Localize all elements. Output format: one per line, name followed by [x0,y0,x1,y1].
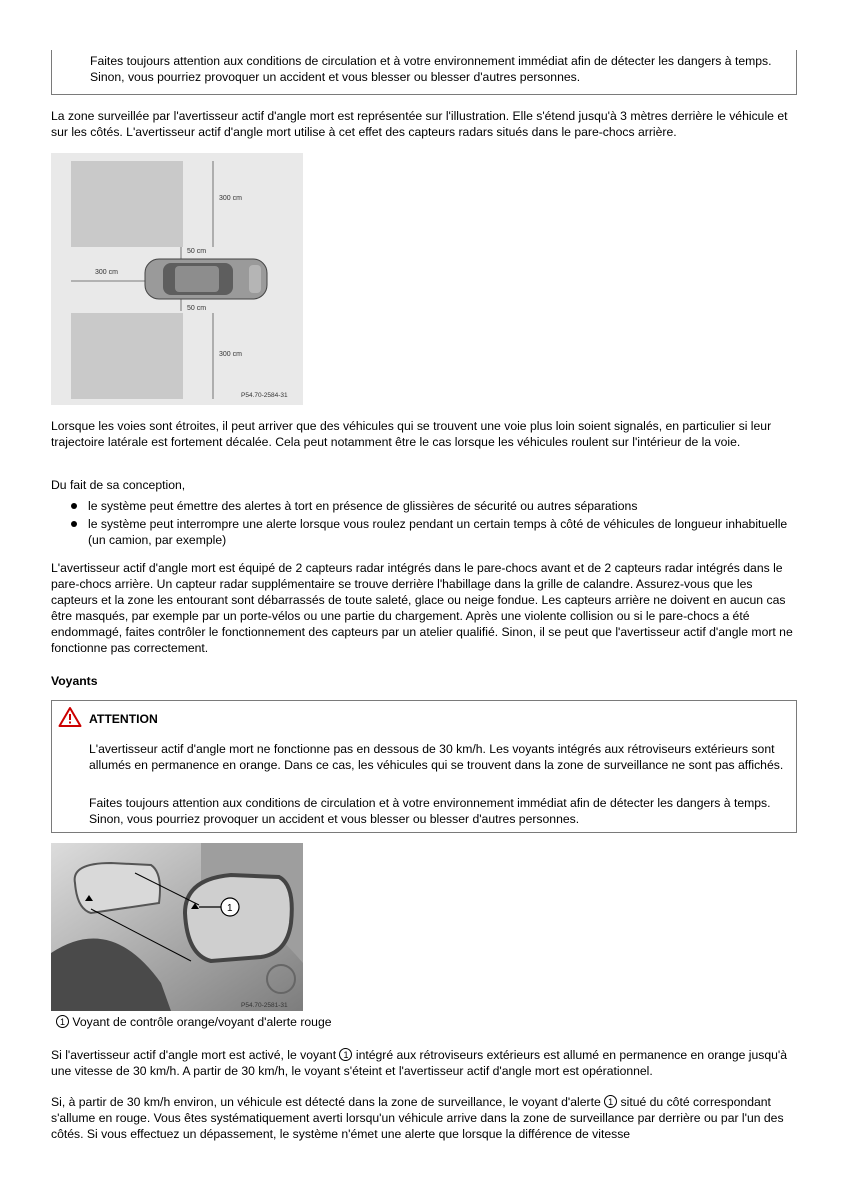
legend-text: Voyant de contrôle orange/voyant d'alerte rouge [72,1015,332,1029]
warning-box-continued [51,50,797,95]
warning-box [51,700,797,833]
label-50-top: 50 cm [187,248,207,255]
warning-triangle-icon [58,706,82,728]
paragraph-active: Si l'avertisseur actif d'angle mort est activé, le voyant 1 intégré aux rétroviseurs extérieurs est allumé en permanence en orange jusqu'à une vitesse de 30 km/h. A partir de 30 km/h, le voyant s'éteint et l'avertisseur actif d'angle mort est opérationnel. [51,1048,788,1078]
left-zone-lower [71,313,183,399]
bullet-icon [71,503,77,509]
legend-number-icon: 1 [56,1015,69,1028]
bullet-list [51,498,797,550]
label-300-left: 300 cm [95,269,118,276]
mirror-small [75,863,160,913]
car-top-view [145,259,267,299]
label-300-right-bottom: 300 cm [219,351,242,358]
callout-number: 1 [227,903,233,914]
mirror-large [185,875,292,961]
figure-legend [56,1014,802,1030]
left-zone-upper [71,161,183,247]
paragraph-narrow-lanes: Lorsque les voies sont étroites, il peut arriver que des véhicules qui se trouvent une voie plus loin soient signalés, en particulier si leur trajectoire latérale est fortement décalée. Cela peut notamment être le cas lorsque les véhicules roulent sur l'intérieur de la voie. [51,419,772,449]
paragraph-design: Du fait de sa conception, [51,478,186,492]
warning-text-2: Faites toujours attention aux conditions de circulation et à votre environnement immédiat afin de détecter les dangers à temps. Sinon, vous pourriez provoquer un accident et vous blesser ou blesser d'autres personnes. [89,796,771,826]
monitored-zone-diagram [51,153,303,405]
list-item: le système peut émettre des alertes à tort en présence de glissières de sécurité ou autres séparations [51,498,797,514]
figure-code: P54.70-2584-31 [241,392,288,399]
label-50-bottom: 50 cm [187,305,207,312]
mirror-indicator-figure [51,843,303,1011]
paragraph-sensors: L'avertisseur actif d'angle mort est équipé de 2 capteurs radar intégrés dans le pare-chocs avant et de 2 capteurs radar intégrés dans le pare-chocs arrière. Un capteur radar supplémentaire se trouve derrière l'habillage dans la grille de calandre. Assurez-vous que les capteurs et la zone les entourant sont débarrassés de toute saleté, glace ou neige fondue. Les capteurs arrière ne doivent en aucun cas être masqués, par exemple par un porte-vélos ou une partie du chargement. Après une violente collision ou si le pare-chocs a été endommagé, faites contrôler le fonctionnement des capteurs par un atelier qualifié. Sinon, il se peut que l'avertisseur actif d'angle mort ne fonctionne pas correctement. [51,561,793,655]
label-300-right-top: 300 cm [219,195,242,202]
warning-title: ATTENTION [89,712,158,726]
paragraph-monitored-zone: La zone surveillée par l'avertisseur actif d'angle mort est représentée sur l'illustration. Elle s'étend jusqu'à 3 mètres derrière le véhicule et sur les côtés. L'avertisseur actif d'angle mort utilise à cet effet des capteurs radars situés dans le pare-chocs arrière. [51,109,788,139]
inline-number-icon: 1 [604,1095,617,1108]
figure2-code: P54.70-2581-31 [241,1002,288,1009]
warning-box-text: Faites toujours attention aux conditions de circulation et à votre environnement immédiat afin de détecter les dangers à temps. Sinon, vous pourriez provoquer un accident et vous blesser ou blesser d'autres personnes. [90,54,772,84]
heading-voyants: Voyants [51,674,98,688]
inline-number-icon: 1 [339,1048,352,1061]
bullet-icon [71,521,77,527]
list-item: le système peut interrompre une alerte lorsque vous roulez pendant un certain temps à côté de véhicules de longueur inhabituelle (un camion, par exemple) [51,516,797,548]
warning-text-1: L'avertisseur actif d'angle mort ne fonctionne pas en dessous de 30 km/h. Les voyants intégrés aux rétroviseurs extérieurs sont allumés en permanence en orange. Dans ce cas, les véhicules qui se trouvent dans la zone de surveillance ne sont pas affichés. [89,742,784,772]
paragraph-detection: Si, à partir de 30 km/h environ, un véhicule est détecté dans la zone de surveillance, le voyant d'alerte 1 situé du côté correspondant s'allume en rouge. Vous êtes systématiquement averti lorsqu'un véhicule arrive dans la zone de surveillance par derrière ou par l'un des côtés. Si vous effectuez un dépassement, le système n'émet une alerte que lorsque la différence de vitesse [51,1095,784,1141]
